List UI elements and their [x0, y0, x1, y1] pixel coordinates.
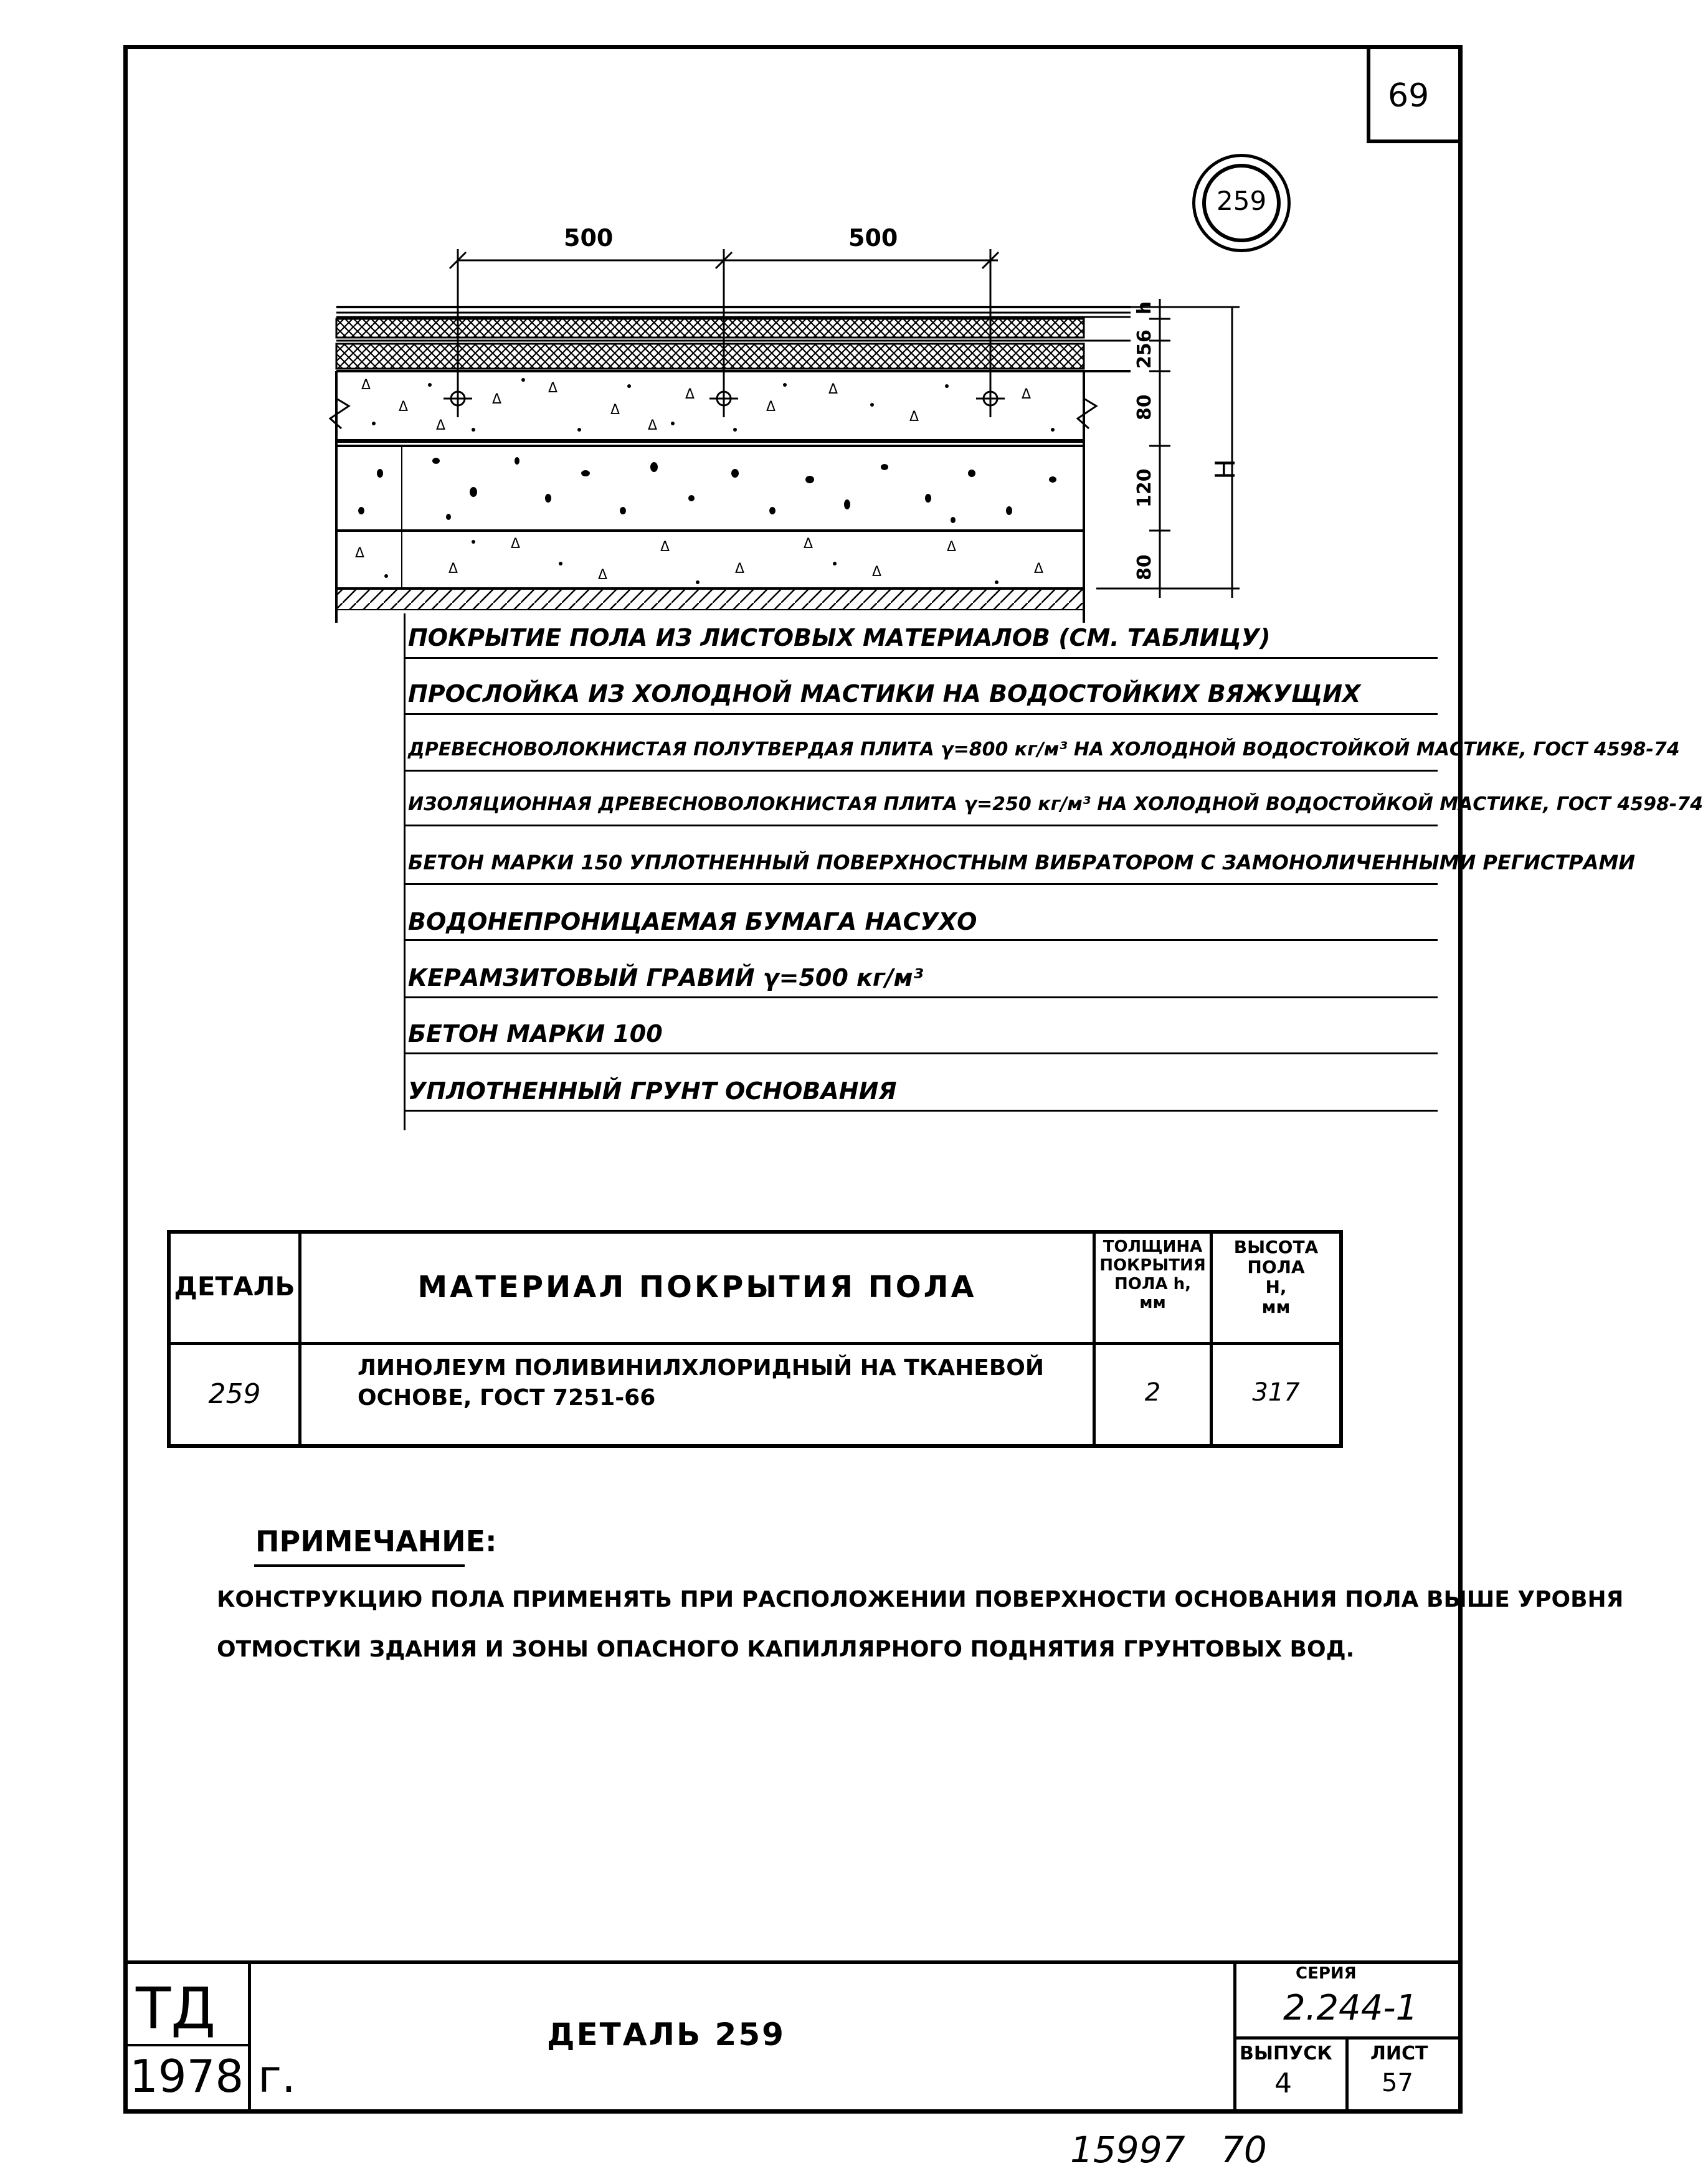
- issue-value: 4: [1274, 2068, 1292, 2099]
- svg-text:Δ: Δ: [598, 567, 608, 583]
- concrete-100-layer: [336, 531, 1084, 589]
- detail-marker-number: 259: [1217, 186, 1267, 216]
- svg-text:Δ: Δ: [548, 381, 558, 396]
- dim-80-bottom: 80: [1134, 554, 1155, 580]
- layer-label-6: ВОДОНЕПРОНИЦАЕМАЯ БУМАГА НАСУХО: [408, 908, 977, 935]
- layer-line-8: [404, 1052, 1438, 1054]
- svg-text:Δ: Δ: [361, 377, 371, 393]
- note-title: ПРИМЕЧАНИЕ:: [255, 1525, 497, 1558]
- layer-label-3: ДРЕВЕСНОВОЛОКНИСТАЯ ПОЛУТВЕРДАЯ ПЛИТА γ=800 кг/м³ НА ХОЛОДНОЙ ВОДОСТОЙКОЙ МАСТИКЕ, ГОСТ 4598-74: [408, 739, 1680, 760]
- layer-line-1: [404, 657, 1438, 659]
- note-line-2: ОТМОСТКИ ЗДАНИЯ И ЗОНЫ ОПАСНОГО КАПИЛЛЯРНОГО ПОДНЯТИЯ ГРУНТОВЫХ ВОД.: [217, 1637, 1355, 1662]
- layer-line-7: [404, 996, 1438, 998]
- header-height: [1213, 1237, 1339, 1317]
- page-number: 69: [1388, 77, 1430, 115]
- series-value: 2.244-1: [1283, 1988, 1418, 2028]
- header-thickness-line: ПОЛА h,: [1114, 1275, 1192, 1293]
- year-mark: 1978 г.: [130, 2050, 296, 2102]
- layer-line-5: [404, 883, 1438, 885]
- header-height-line: H,: [1265, 1277, 1287, 1297]
- layer-line-3: [404, 770, 1438, 772]
- title-block-top: [123, 1960, 1463, 1964]
- top-layers: [336, 307, 1131, 371]
- svg-text:Δ: Δ: [448, 561, 458, 577]
- span-dimension-left: 500: [564, 224, 614, 252]
- layer-label-2: ПРОСЛОЙКА ИЗ ХОЛОДНОЙ МАСТИКИ НА ВОДОСТОЙКИХ ВЯЖУЩИХ: [408, 680, 1361, 707]
- soil-hatch: [336, 589, 1084, 610]
- svg-text:Δ: Δ: [872, 564, 882, 580]
- layer-line-9: [404, 1110, 1438, 1112]
- row-detail: 259: [208, 1378, 261, 1410]
- header-thickness-line: мм: [1139, 1293, 1166, 1312]
- dim-25: 25: [1134, 343, 1155, 369]
- span-dimension-right: 500: [848, 224, 898, 252]
- svg-text:Δ: Δ: [947, 539, 957, 555]
- series-label: СЕРИЯ: [1296, 1964, 1357, 1983]
- row-height: 317: [1252, 1378, 1300, 1407]
- svg-text:Δ: Δ: [660, 539, 670, 555]
- row-material: [358, 1353, 1044, 1413]
- layer-label-9: УПЛОТНЕННЫЙ ГРУНТ ОСНОВАНИЯ: [408, 1077, 897, 1105]
- svg-text:Δ: Δ: [766, 399, 776, 415]
- layer-line-6: [404, 939, 1438, 941]
- header-height-line: ВЫСОТА: [1233, 1237, 1319, 1257]
- svg-text:Δ: Δ: [1034, 561, 1044, 577]
- org-mark: ТД: [136, 1975, 216, 2042]
- layer-label-8: БЕТОН МАРКИ 100: [408, 1020, 663, 1047]
- table-divider: [171, 1342, 1339, 1345]
- header-detail: ДЕТАЛЬ: [174, 1271, 295, 1302]
- note-underline: [254, 1564, 465, 1567]
- expanded-clay-layer: [336, 446, 1084, 531]
- layer-label-4: ИЗОЛЯЦИОННАЯ ДРЕВЕСНОВОЛОКНИСТАЯ ПЛИТА γ=250 кг/м³ НА ХОЛОДНОЙ ВОДОСТОЙКОЙ МАСТИКЕ, ГОСТ 4598-74: [408, 793, 1703, 815]
- sheet-title: ДЕТАЛЬ 259: [547, 2016, 785, 2053]
- svg-text:Δ: Δ: [828, 382, 838, 397]
- svg-text:Δ: Δ: [492, 392, 502, 407]
- header-material: МАТЕРИАЛ ПОКРЫТИЯ ПОЛА: [417, 1270, 977, 1305]
- table-divider: [298, 1234, 301, 1444]
- layer-label-5: БЕТОН МАРКИ 150 УПЛОТНЕННЫЙ ПОВЕРХНОСТНЫМ ВИБРАТОРОМ С ЗАМОНОЛИЧЕННЫМИ РЕГИСТРАМИ: [408, 851, 1636, 874]
- row-material-line: ОСНОВЕ, ГОСТ 7251-66: [358, 1385, 656, 1411]
- title-block-divider: [1345, 2036, 1349, 2114]
- header-thickness-line: ТОЛЩИНА: [1103, 1237, 1203, 1256]
- svg-text:Δ: Δ: [610, 402, 620, 418]
- svg-text:Δ: Δ: [735, 561, 745, 577]
- svg-text:Δ: Δ: [355, 546, 365, 561]
- floor-section-drawing: [0, 0, 1545, 685]
- sheet-label: ЛИСТ: [1370, 2043, 1428, 2064]
- dim-80-top: 80: [1134, 394, 1155, 420]
- title-block-divider: [123, 2044, 251, 2046]
- concrete-150-layer: [330, 371, 1096, 623]
- dim-h: h: [1134, 301, 1155, 314]
- layer-label-1: ПОКРЫТИЕ ПОЛА ИЗ ЛИСТОВЫХ МАТЕРИАЛОВ (СМ. ТАБЛИЦУ): [408, 624, 1271, 651]
- svg-text:Δ: Δ: [1022, 387, 1032, 402]
- header-height-line: мм: [1261, 1297, 1291, 1317]
- layer-thickness-dimensions: [1096, 299, 1240, 598]
- layer-label-7: КЕРАМЗИТОВЫЙ ГРАВИЙ γ=500 кг/м³: [408, 964, 924, 991]
- svg-text:Δ: Δ: [436, 418, 446, 433]
- row-material-line: ЛИНОЛЕУМ ПОЛИВИНИЛХЛОРИДНЫЙ НА ТКАНЕВОЙ: [358, 1355, 1045, 1381]
- dim-total-height: H: [1210, 458, 1241, 480]
- archive-number: 15997: [1070, 2129, 1185, 2171]
- svg-text:Δ: Δ: [804, 536, 814, 552]
- header-thickness: [1096, 1237, 1210, 1312]
- svg-text:Δ: Δ: [909, 409, 919, 425]
- svg-text:Δ: Δ: [511, 536, 521, 552]
- dim-120: 120: [1134, 468, 1155, 508]
- layer-line-4: [404, 825, 1438, 826]
- svg-text:Δ: Δ: [399, 399, 409, 415]
- issue-label: ВЫПУСК: [1240, 2043, 1332, 2064]
- svg-text:Δ: Δ: [648, 418, 658, 433]
- footer-page: 70: [1221, 2129, 1267, 2171]
- layer-line-2: [404, 713, 1438, 715]
- header-thickness-line: ПОКРЫТИЯ: [1099, 1256, 1206, 1275]
- svg-text:Δ: Δ: [685, 387, 695, 402]
- note-line-1: КОНСТРУКЦИЮ ПОЛА ПРИМЕНЯТЬ ПРИ РАСПОЛОЖЕНИИ ПОВЕРХНОСТИ ОСНОВАНИЯ ПОЛА ВЫШЕ УРОВНЯ: [217, 1587, 1624, 1612]
- floor-material-table: [167, 1230, 1343, 1448]
- dim-6: 6: [1134, 329, 1155, 343]
- sheet-value: 57: [1382, 2069, 1413, 2097]
- row-thickness: 2: [1144, 1378, 1161, 1407]
- header-height-line: ПОЛА: [1247, 1257, 1305, 1277]
